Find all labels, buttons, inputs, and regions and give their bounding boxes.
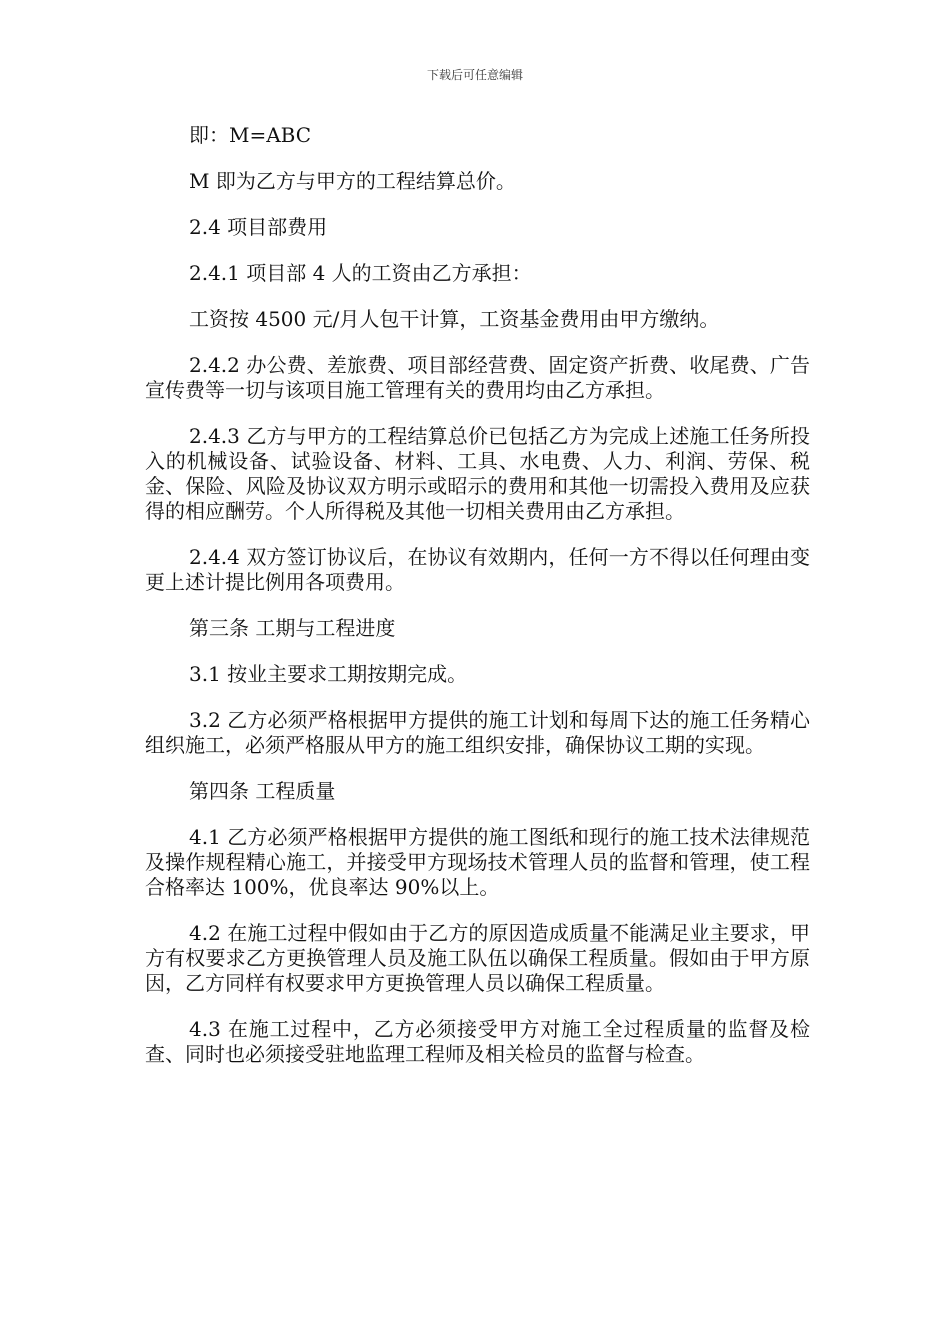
article-heading-4: 第四条 工程质量 [189, 779, 336, 803]
paragraph-2-4-3: 2.4.3 乙方与甲方的工程结算总价已包括乙方为完成上述施工任务所投入的机械设备、试验设备、材料、工具、水电费、人力、利润、劳保、税金、保险、风险及协议双方明示或昭示的费用和其他一切需投入费用及应获得的相应酬劳。个人所得税及其他一切相关费用由乙方承担。 [145, 424, 810, 523]
paragraph-2-4-4: 2.4.4 双方签订协议后，在协议有效期内，任何一方不得以任何理由变更上述计提比例用各项费用。 [145, 545, 810, 594]
paragraph-salary: 工资按 4500 元/月人包干计算，工资基金费用由甲方缴纳。 [189, 307, 720, 331]
header-note: 下载后可任意编辑 [426, 68, 523, 82]
section-heading-2-4: 2.4 项目部费用 [189, 215, 328, 239]
document-body [145, 123, 810, 1088]
paragraph-4-1: 4.1 乙方必须严格根据甲方提供的施工图纸和现行的施工技术法律规范及操作规程精心施工，并接受甲方现场技术管理人员的监督和管理，使工程合格率达 100%，优良率达 90%以上。 [145, 825, 810, 899]
paragraph-total-price: M 即为乙方与甲方的工程结算总价。 [189, 169, 516, 193]
article-heading-3: 第三条 工期与工程进度 [189, 616, 396, 640]
paragraph-formula: 即：M=ABC [189, 123, 312, 147]
paragraph-4-3: 4.3 在施工过程中，乙方必须接受甲方对施工全过程质量的监督及检查、同时也必须接受驻地监理工程师及相关检员的监督与检查。 [145, 1017, 810, 1066]
paragraph-3-1: 3.1 按业主要求工期按期完成。 [189, 662, 468, 686]
paragraph-3-2: 3.2 乙方必须严格根据甲方提供的施工计划和每周下达的施工任务精心组织施工，必须严格服从甲方的施工组织安排，确保协议工期的实现。 [145, 708, 810, 757]
paragraph-4-2: 4.2 在施工过程中假如由于乙方的原因造成质量不能满足业主要求，甲方有权要求乙方更换管理人员及施工队伍以确保工程质量。假如由于甲方原因，乙方同样有权要求甲方更换管理人员以确保工程质量。 [145, 921, 810, 995]
paragraph-2-4-2: 2.4.2 办公费、差旅费、项目部经营费、固定资产折费、收尾费、广告宣传费等一切与该项目施工管理有关的费用均由乙方承担。 [145, 353, 810, 402]
paragraph-2-4-1: 2.4.1 项目部 4 人的工资由乙方承担： [189, 261, 532, 285]
